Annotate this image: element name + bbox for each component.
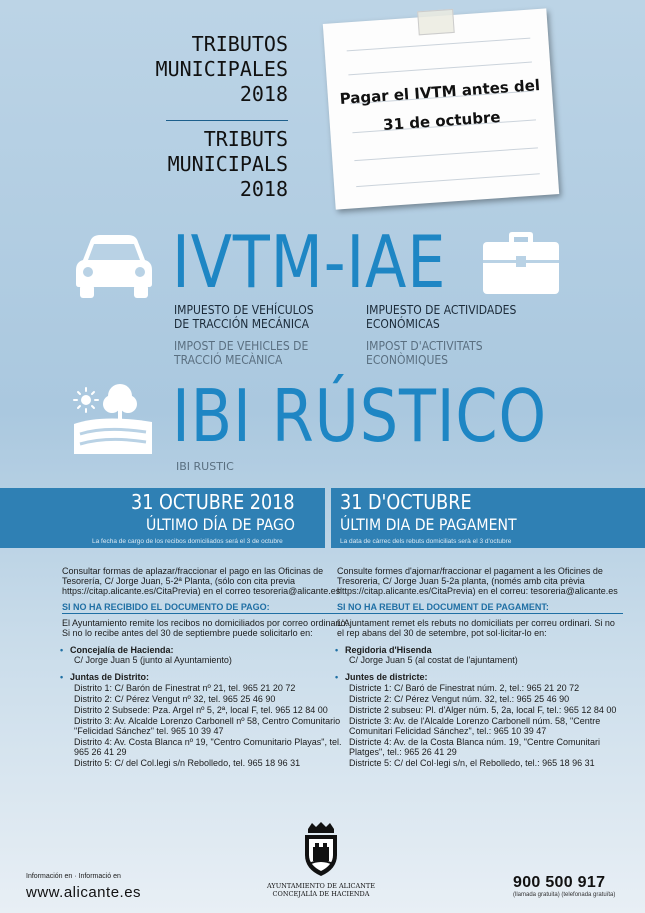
district-entry: Distrito 5: C/ del Col.legi s/n Rebolledo, tel. 965 18 96 31 bbox=[74, 758, 301, 768]
info-label: Información en · Informació en bbox=[26, 873, 121, 880]
activities-tax-es-line: IMPUESTO DE ACTIVIDADES bbox=[366, 303, 517, 317]
district-entry: Distrito 3: Av. Alcalde Lorenzo Carbonell nº 58, Centro Comunitario "Felicidad Sánchez" tel. 965 10 39 47 bbox=[74, 716, 341, 736]
districts-title-va: • Juntes de districte: bbox=[337, 672, 623, 682]
office-title-va: • Regidoria d'Hisenda bbox=[337, 645, 623, 655]
district-entry: Distrito 2: C/ Pérez Vengut nº 32, tel. 965 25 46 90 bbox=[74, 694, 276, 704]
district-entry: Distrito 1: C/ Barón de Finestrat nº 21, tel. 965 21 20 72 bbox=[74, 683, 296, 693]
not-received-heading-va: SI NO HA REBUT EL DOCUMENT DE PAGAMENT: bbox=[337, 602, 623, 614]
deadline-note-es: La fecha de cargo de los recibos domiciliados será el 3 de octubre bbox=[92, 538, 283, 545]
not-received-body-va: L'Ajuntament remet els rebuts no domiciliats per correu ordinari. Si no el rep abans del 30 de setembre, pot sol·licitar-lo en: bbox=[337, 618, 615, 638]
office-address-va: C/ Jorge Juan 5 (al costat de l'ajuntament) bbox=[349, 655, 518, 665]
tape-strip bbox=[417, 9, 455, 35]
payment-options-es: Consultar formas de aplazar/fraccionar el pago en las Oficinas de Tesorería, C/ Jorge Juan, 5-2ª Planta, (sólo con cita previa https://citap.alicante.es/CitaPrevia) en el correo tesoreria@alicante.es' bbox=[62, 566, 342, 596]
title-line: TRIBUTOS bbox=[191, 32, 288, 56]
deadline-label-va: ÚLTIM DIA DE PAGAMENT bbox=[340, 515, 517, 534]
note-rule bbox=[356, 173, 540, 187]
title-line: TRIBUTS bbox=[203, 127, 288, 151]
activities-tax-va bbox=[366, 339, 483, 367]
district-entry: Districte 2 subseu: Pl. d'Alger núm. 5, 2a, local F, tel.: 965 12 84 00 bbox=[349, 705, 617, 715]
district-entry: Distrito 4: Av. Costa Blanca nº 19, "Centro Comunitario Playas", tel. 965 26 41 29 bbox=[74, 737, 342, 757]
countryside-icon bbox=[72, 382, 154, 454]
vehicles-tax-es bbox=[174, 303, 314, 331]
vehicles-tax-es-line: DE TRACCIÓN MECÁNICA bbox=[174, 317, 309, 331]
vehicles-tax-es-line: IMPUESTO DE VEHÍCULOS bbox=[174, 303, 314, 317]
ibi-rustic-va: IBI RUSTIC bbox=[176, 460, 234, 473]
title-line: 2018 bbox=[239, 177, 288, 201]
activities-tax-es bbox=[366, 303, 516, 331]
city-crest-icon bbox=[302, 821, 340, 879]
ivtm-iae-title: IVTM-IAE bbox=[172, 220, 447, 304]
note-line: Pagar el IVTM antes del bbox=[339, 76, 541, 109]
reminder-note bbox=[323, 8, 559, 209]
phone-note: (llamada gratuita) (telefonada gratuïta) bbox=[513, 892, 616, 898]
org-line: CONCEJALÍA DE HACIENDA bbox=[272, 890, 370, 898]
city-council-label bbox=[240, 882, 402, 898]
note-rule bbox=[347, 38, 531, 52]
deadline-date-va: 31 D'OCTUBRE bbox=[340, 490, 472, 514]
title-spanish bbox=[156, 32, 288, 107]
deadline-note-va: La data de càrrec dels rebuts domiciliats serà el 3 d'octubre bbox=[340, 538, 512, 545]
title-valencian bbox=[168, 127, 288, 202]
districts-title-es: • Juntas de Distrito: bbox=[62, 672, 348, 682]
briefcase-icon bbox=[481, 230, 561, 296]
vehicles-tax-va bbox=[174, 339, 308, 367]
deadline-date-es: 31 OCTUBRE 2018 bbox=[131, 490, 295, 514]
phone-number[interactable]: 900 500 917 bbox=[513, 874, 606, 891]
vehicles-tax-va-line: TRACCIÓ MECÀNICA bbox=[174, 353, 283, 367]
district-entry: Districte 5: C/ del Col·legi s/n, el Rebolledo, tel.: 965 18 96 31 bbox=[349, 758, 595, 768]
note-rule bbox=[354, 147, 538, 161]
deadline-label-es: ÚLTIMO DÍA DE PAGO bbox=[146, 515, 295, 534]
activities-tax-va-line: ECONÒMIQUES bbox=[366, 353, 449, 367]
info-column-es bbox=[62, 566, 348, 769]
org-line: AYUNTAMIENTO DE ALICANTE bbox=[267, 882, 375, 890]
note-line: 31 de octubre bbox=[382, 107, 502, 135]
deadline-band-va bbox=[331, 488, 645, 548]
district-entry: Districte 2: C/ Pérez Vengut núm. 32, tel.: 965 25 46 90 bbox=[349, 694, 570, 704]
title-line: MUNICIPALES bbox=[155, 57, 288, 81]
district-entry: Districte 4: Av. de la Costa Blanca núm. 19, "Centre Comunitari Platges", tel.: 965 26 41 29 bbox=[349, 737, 600, 757]
deadline-band-es bbox=[0, 488, 325, 548]
district-entry: Districte 3: Av. de l'Alcalde Lorenzo Carbonell núm. 58, "Centre Comunitari Felicidad Sánchez", tel.: 965 10 39 47 bbox=[349, 716, 601, 736]
not-received-heading-es: SI NO HA RECIBIDO EL DOCUMENTO DE PAGO: bbox=[62, 602, 348, 614]
title-line: MUNICIPALS bbox=[167, 152, 288, 176]
activities-tax-va-line: IMPOST D'ACTIVITATS bbox=[366, 339, 483, 353]
ibi-rustico-title: IBI RÚSTICO bbox=[172, 374, 547, 458]
office-title-es: • Concejalía de Hacienda: bbox=[62, 645, 348, 655]
title-line: 2018 bbox=[239, 82, 288, 106]
activities-tax-es-line: ECONÓMICAS bbox=[366, 317, 440, 331]
info-column-va bbox=[337, 566, 623, 769]
district-entry: Districte 1: C/ Baró de Finestrat núm. 2, tel.: 965 21 20 72 bbox=[349, 683, 580, 693]
payment-options-va: Consulte formes d'ajornar/fraccionar el pagament a les Oficines de Tresoreria, C/ Jorge Juan 5-2a planta, (només amb cita prèvia https://citap.alicante.es/CitaPrevia) en el correu: tesoreria@alicante.es bbox=[337, 566, 618, 596]
note-text bbox=[333, 71, 549, 144]
vehicles-tax-va-line: IMPOST DE VEHICLES DE bbox=[174, 339, 309, 353]
title-divider bbox=[166, 120, 288, 121]
not-received-body-es: El Ayuntamiento remite los recibos no domiciliados por correo ordinario. Si no lo recibe antes del 30 de septiembre puede solicitarlo en: bbox=[62, 618, 348, 638]
website-link[interactable]: www.alicante.es bbox=[26, 884, 142, 901]
office-address-es: C/ Jorge Juan 5 (junto al Ayuntamiento) bbox=[74, 655, 232, 665]
district-entry: Distrito 2 Subsede: Pza. Argel nº 5, 2ª, local F, tel. 965 12 84 00 bbox=[74, 705, 328, 715]
car-icon bbox=[74, 232, 154, 300]
